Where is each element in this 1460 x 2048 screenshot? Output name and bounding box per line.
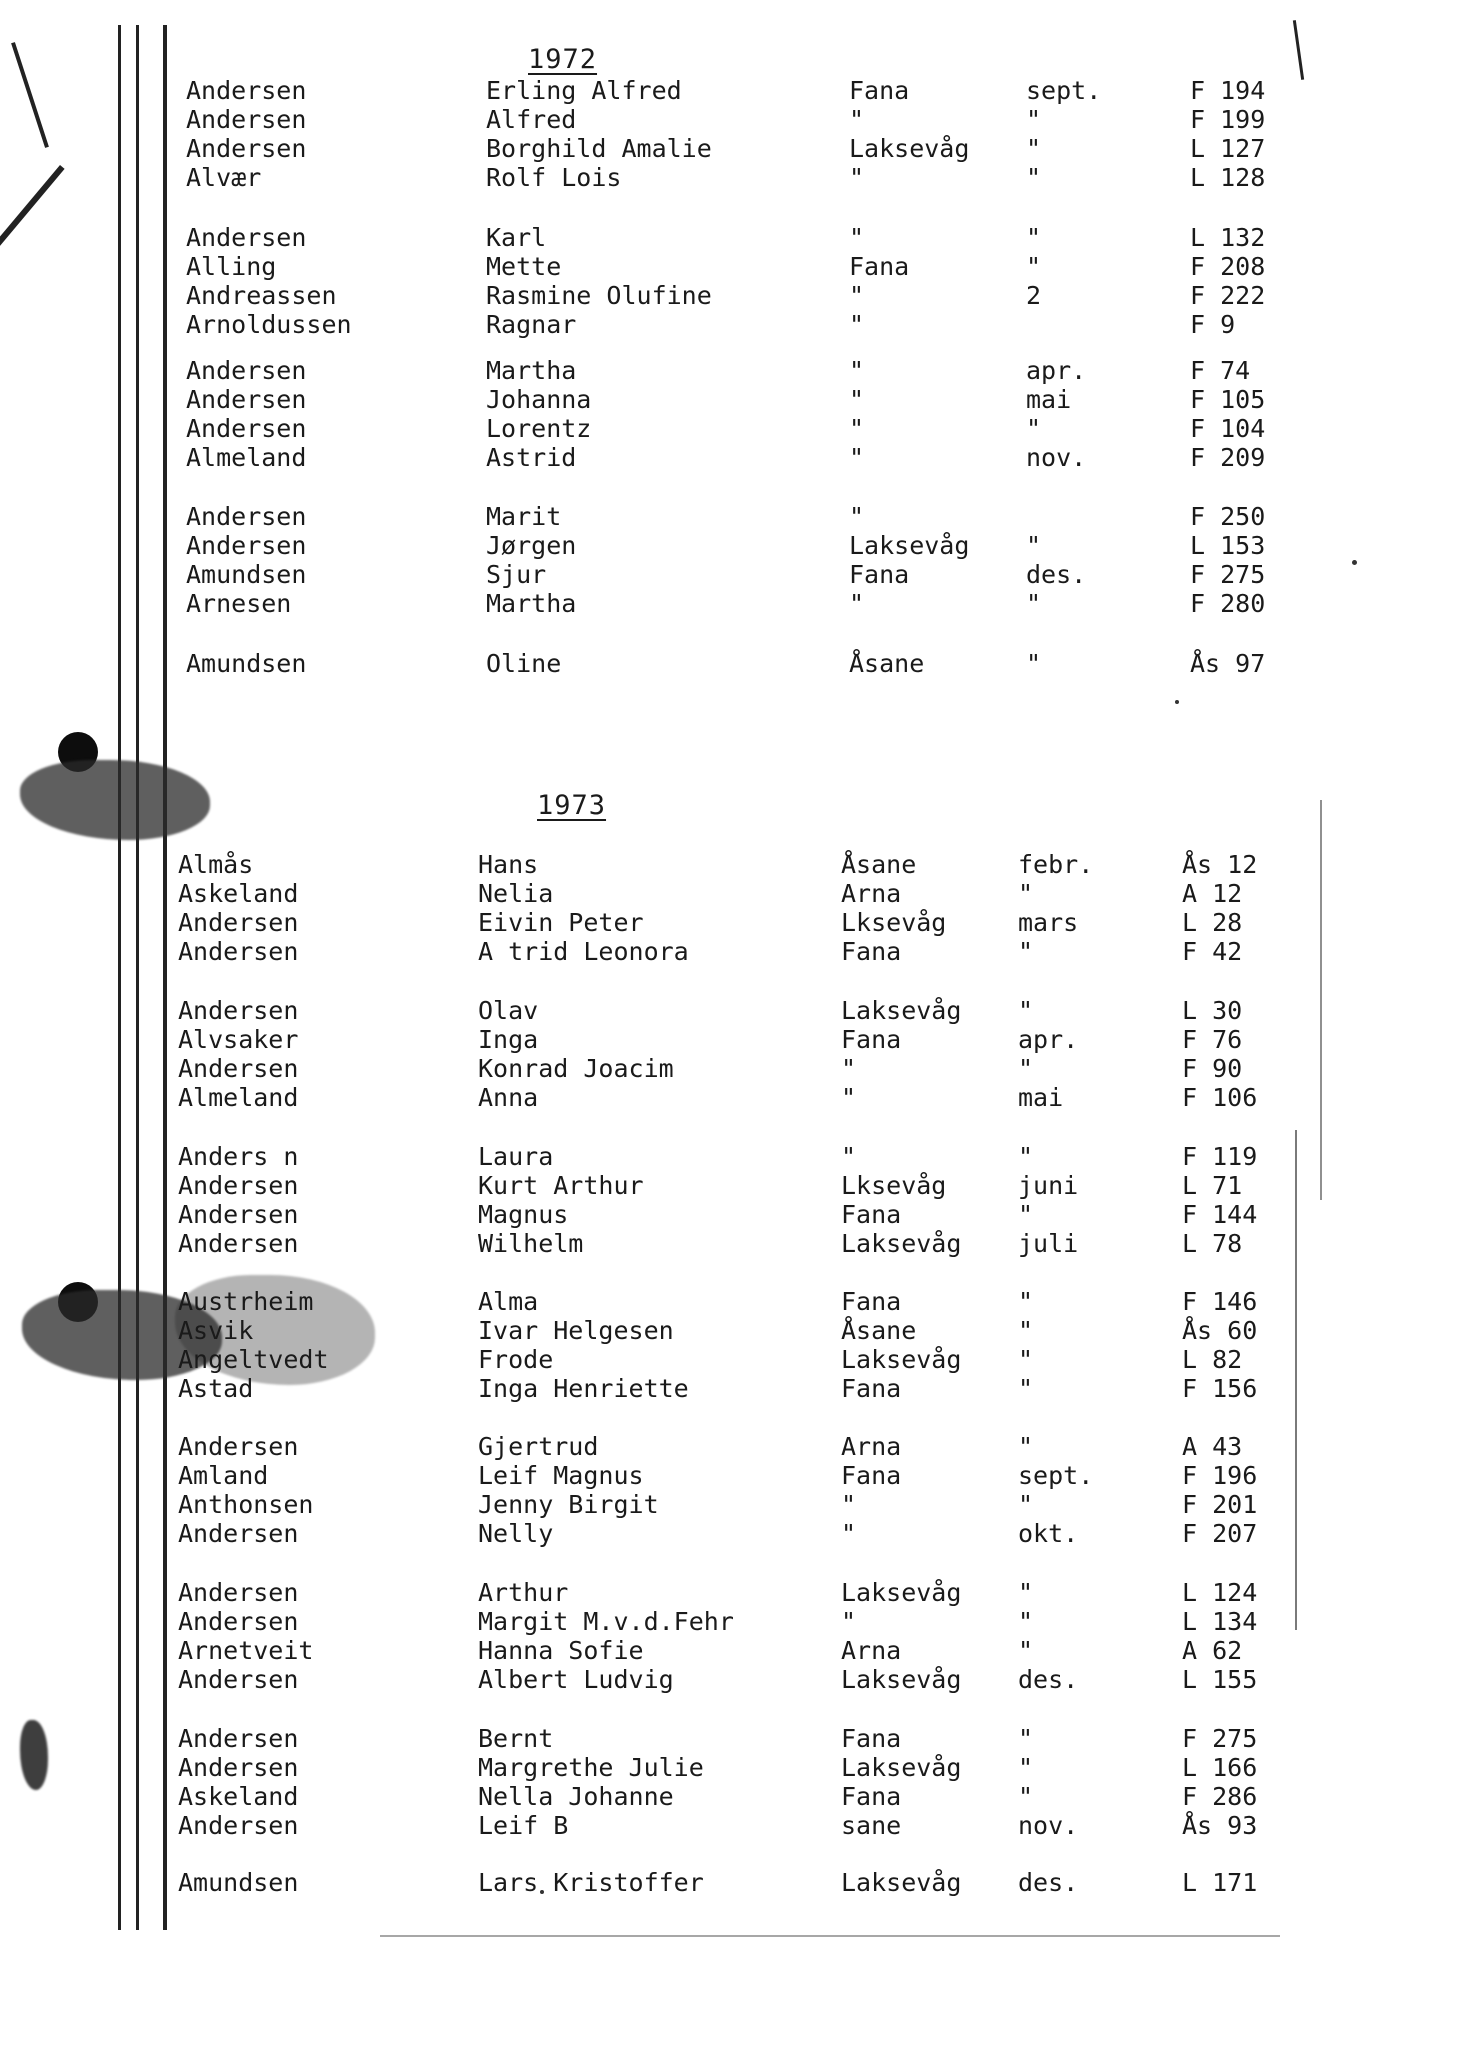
parish-cell: Fana: [841, 1782, 902, 1811]
reference-cell: F 207: [1182, 1519, 1258, 1548]
reference-cell: F 208: [1190, 252, 1266, 281]
month-cell: ": [1018, 1345, 1034, 1374]
reference-cell: L 132: [1190, 223, 1266, 252]
parish-cell: ": [841, 1142, 857, 1171]
reference-cell: F 275: [1190, 560, 1266, 589]
parish-cell: Laksevåg: [841, 1345, 962, 1374]
given-names-cell: Anna: [478, 1083, 539, 1112]
reference-cell: L 124: [1182, 1578, 1258, 1607]
reference-cell: F 105: [1190, 385, 1266, 414]
surname-cell: Amundsen: [186, 649, 307, 678]
given-names-cell: Leif B: [478, 1811, 569, 1840]
parish-cell: ": [841, 1607, 857, 1636]
surname-cell: Andersen: [186, 385, 307, 414]
given-names-cell: Inga: [478, 1025, 539, 1054]
right-edge-mark: [1320, 800, 1322, 1200]
surname-cell: Andreassen: [186, 281, 337, 310]
given-names-cell: Inga Henriette: [478, 1374, 689, 1403]
parish-cell: Fana: [849, 252, 910, 281]
given-names-cell: Karl: [486, 223, 547, 252]
given-names-cell: Nella Johanne: [478, 1782, 674, 1811]
surname-cell: Alling: [186, 252, 277, 281]
reference-cell: F 199: [1190, 105, 1266, 134]
parish-cell: ": [841, 1490, 857, 1519]
surname-cell: Amland: [178, 1461, 269, 1490]
reference-cell: A 12: [1182, 879, 1243, 908]
surname-cell: Arnoldussen: [186, 310, 352, 339]
parish-cell: Fana: [841, 1724, 902, 1753]
surname-cell: Andersen: [186, 414, 307, 443]
month-cell: des.: [1018, 1665, 1079, 1694]
parish-cell: Laksevåg: [841, 1753, 962, 1782]
given-names-cell: Alfred: [486, 105, 577, 134]
given-names-cell: Gjertrud: [478, 1432, 599, 1461]
month-cell: 2: [1026, 281, 1042, 310]
margin-line-left: [118, 25, 121, 1930]
reference-cell: Ås 93: [1182, 1811, 1258, 1840]
month-cell: mai: [1018, 1083, 1064, 1112]
reference-cell: F 42: [1182, 937, 1243, 966]
reference-cell: F 9: [1190, 310, 1236, 339]
parish-cell: ": [849, 589, 865, 618]
reference-cell: F 119: [1182, 1142, 1258, 1171]
surname-cell: Amundsen: [178, 1868, 299, 1897]
surname-cell: Arnesen: [186, 589, 292, 618]
given-names-cell: Olav: [478, 996, 539, 1025]
given-names-cell: Oline: [486, 649, 562, 678]
parish-cell: Laksevåg: [841, 1229, 962, 1258]
given-names-cell: Frode: [478, 1345, 554, 1374]
reference-cell: L 71: [1182, 1171, 1243, 1200]
speck: [1352, 560, 1357, 565]
month-cell: nov.: [1018, 1811, 1079, 1840]
given-names-cell: Kurt Arthur: [478, 1171, 644, 1200]
given-names-cell: Arthur: [478, 1578, 569, 1607]
parish-cell: Fana: [849, 76, 910, 105]
surname-cell: Alvær: [186, 163, 262, 192]
given-names-cell: Hanna Sofie: [478, 1636, 644, 1665]
reference-cell: L 28: [1182, 908, 1243, 937]
given-names-cell: Magnus: [478, 1200, 569, 1229]
reference-cell: Ås 12: [1182, 850, 1258, 879]
given-names-cell: Lorentz: [486, 414, 592, 443]
reference-cell: L 30: [1182, 996, 1243, 1025]
given-names-cell: Jørgen: [486, 531, 577, 560]
given-names-cell: Leif Magnus: [478, 1461, 644, 1490]
surname-cell: Andersen: [178, 1665, 299, 1694]
reference-cell: F 196: [1182, 1461, 1258, 1490]
given-names-cell: Erling Alfred: [486, 76, 682, 105]
surname-cell: Andersen: [186, 356, 307, 385]
reference-cell: L 155: [1182, 1665, 1258, 1694]
reference-cell: L 128: [1190, 163, 1266, 192]
surname-cell: Austrheim: [178, 1287, 314, 1316]
given-names-cell: Martha: [486, 356, 577, 385]
month-cell: ": [1026, 414, 1042, 443]
month-cell: apr.: [1018, 1025, 1079, 1054]
given-names-cell: Marit: [486, 502, 562, 531]
parish-cell: Laksevåg: [849, 134, 970, 163]
month-cell: ": [1018, 1636, 1034, 1665]
surname-cell: Andersen: [178, 1171, 299, 1200]
month-cell: nov.: [1026, 443, 1087, 472]
reference-cell: Ås 60: [1182, 1316, 1258, 1345]
month-cell: sept.: [1026, 76, 1102, 105]
month-cell: sept.: [1018, 1461, 1094, 1490]
surname-cell: Andersen: [178, 1054, 299, 1083]
given-names-cell: Sjur: [486, 560, 547, 589]
scan-smudge: [20, 1720, 48, 1790]
given-names-cell: Astrid: [486, 443, 577, 472]
given-names-cell: Eivin Peter: [478, 908, 644, 937]
month-cell: apr.: [1026, 356, 1087, 385]
month-cell: ": [1018, 1490, 1034, 1519]
given-names-cell: Margrethe Julie: [478, 1753, 704, 1782]
month-cell: ": [1026, 531, 1042, 560]
surname-cell: Anthonsen: [178, 1490, 314, 1519]
parish-cell: ": [841, 1519, 857, 1548]
reference-cell: F 104: [1190, 414, 1266, 443]
surname-cell: Andersen: [178, 1578, 299, 1607]
reference-cell: Ås 97: [1190, 649, 1266, 678]
surname-cell: Andersen: [178, 1811, 299, 1840]
reference-cell: F 194: [1190, 76, 1266, 105]
parish-cell: ": [849, 105, 865, 134]
month-cell: ": [1018, 879, 1034, 908]
parish-cell: Lksevåg: [841, 1171, 947, 1200]
month-cell: ": [1018, 996, 1034, 1025]
surname-cell: Angeltvedt: [178, 1345, 329, 1374]
parish-cell: Fana: [841, 1200, 902, 1229]
speck: [1175, 700, 1179, 704]
reference-cell: L 127: [1190, 134, 1266, 163]
surname-cell: Andersen: [186, 531, 307, 560]
parish-cell: Fana: [841, 1374, 902, 1403]
parish-cell: ": [849, 356, 865, 385]
parish-cell: ": [849, 414, 865, 443]
parish-cell: sane: [841, 1811, 902, 1840]
month-cell: des.: [1018, 1868, 1079, 1897]
parish-cell: Åsane: [841, 1316, 917, 1345]
parish-cell: ": [849, 443, 865, 472]
surname-cell: Arnetveit: [178, 1636, 314, 1665]
month-cell: okt.: [1018, 1519, 1079, 1548]
reference-cell: A 43: [1182, 1432, 1243, 1461]
parish-cell: Åsane: [841, 850, 917, 879]
surname-cell: Askeland: [178, 879, 299, 908]
surname-cell: Almeland: [186, 443, 307, 472]
month-cell: ": [1018, 1578, 1034, 1607]
month-cell: ": [1018, 1200, 1034, 1229]
diagonal-stroke: [0, 165, 65, 314]
parish-cell: Laksevåg: [849, 531, 970, 560]
reference-cell: F 76: [1182, 1025, 1243, 1054]
surname-cell: Andersen: [178, 1607, 299, 1636]
reference-cell: F 209: [1190, 443, 1266, 472]
given-names-cell: Nelly: [478, 1519, 554, 1548]
month-cell: ": [1018, 1607, 1034, 1636]
parish-cell: Laksevåg: [841, 1665, 962, 1694]
reference-cell: L 134: [1182, 1607, 1258, 1636]
given-names-cell: Ragnar: [486, 310, 577, 339]
surname-cell: Andersen: [178, 996, 299, 1025]
month-cell: ": [1026, 589, 1042, 618]
parish-cell: Lksevåg: [841, 908, 947, 937]
parish-cell: ": [849, 385, 865, 414]
given-names-cell: Martha: [486, 589, 577, 618]
given-names-cell: Margit M.v.d.Fehr: [478, 1607, 734, 1636]
surname-cell: Andersen: [178, 1229, 299, 1258]
given-names-cell: Wilhelm: [478, 1229, 584, 1258]
reference-cell: L 153: [1190, 531, 1266, 560]
parish-cell: Fana: [841, 1461, 902, 1490]
reference-cell: F 250: [1190, 502, 1266, 531]
reference-cell: F 222: [1190, 281, 1266, 310]
surname-cell: Almeland: [178, 1083, 299, 1112]
surname-cell: Andersen: [186, 76, 307, 105]
given-names-cell: Nelia: [478, 879, 554, 908]
month-cell: ": [1026, 649, 1042, 678]
right-edge-mark: [1293, 20, 1304, 80]
given-names-cell: Lars Kristoffer: [478, 1868, 704, 1897]
reference-cell: F 156: [1182, 1374, 1258, 1403]
given-names-cell: Jenny Birgit: [478, 1490, 659, 1519]
month-cell: ": [1018, 1724, 1034, 1753]
parish-cell: ": [849, 310, 865, 339]
year-heading: 1973: [537, 790, 607, 821]
right-edge-mark: [1295, 1130, 1297, 1630]
month-cell: ": [1026, 163, 1042, 192]
reference-cell: F 90: [1182, 1054, 1243, 1083]
given-names-cell: Bernt: [478, 1724, 554, 1753]
parish-cell: ": [849, 281, 865, 310]
reference-cell: L 171: [1182, 1868, 1258, 1897]
surname-cell: Andersen: [178, 1200, 299, 1229]
surname-cell: Anders n: [178, 1142, 299, 1171]
reference-cell: A 62: [1182, 1636, 1243, 1665]
given-names-cell: Konrad Joacim: [478, 1054, 674, 1083]
margin-line-right: [163, 25, 167, 1930]
month-cell: juni: [1018, 1171, 1079, 1200]
month-cell: mai: [1026, 385, 1072, 414]
month-cell: febr.: [1018, 850, 1094, 879]
surname-cell: Andersen: [178, 1724, 299, 1753]
month-cell: ": [1018, 1287, 1034, 1316]
reference-cell: F 74: [1190, 356, 1251, 385]
month-cell: des.: [1026, 560, 1087, 589]
month-cell: mars: [1018, 908, 1079, 937]
parish-cell: Fana: [841, 1287, 902, 1316]
surname-cell: Andersen: [186, 105, 307, 134]
given-names-cell: Ivar Helgesen: [478, 1316, 674, 1345]
parish-cell: Laksevåg: [841, 1578, 962, 1607]
surname-cell: Amundsen: [186, 560, 307, 589]
reference-cell: F 201: [1182, 1490, 1258, 1519]
given-names-cell: Rasmine Olufine: [486, 281, 712, 310]
given-names-cell: Rolf Lois: [486, 163, 622, 192]
reference-cell: L 78: [1182, 1229, 1243, 1258]
surname-cell: Asvik: [178, 1316, 254, 1345]
surname-cell: Alvsaker: [178, 1025, 299, 1054]
parish-cell: ": [849, 223, 865, 252]
month-cell: ": [1018, 937, 1034, 966]
given-names-cell: Mette: [486, 252, 562, 281]
parish-cell: Fana: [849, 560, 910, 589]
parish-cell: ": [841, 1054, 857, 1083]
bottom-scan-line: [380, 1935, 1280, 1937]
reference-cell: F 106: [1182, 1083, 1258, 1112]
surname-cell: Askeland: [178, 1782, 299, 1811]
parish-cell: Fana: [841, 937, 902, 966]
surname-cell: Andersen: [186, 223, 307, 252]
parish-cell: Arna: [841, 879, 902, 908]
reference-cell: F 146: [1182, 1287, 1258, 1316]
surname-cell: Andersen: [186, 134, 307, 163]
parish-cell: Laksevåg: [841, 1868, 962, 1897]
month-cell: ": [1026, 223, 1042, 252]
parish-cell: ": [841, 1083, 857, 1112]
surname-cell: Andersen: [178, 1432, 299, 1461]
month-cell: ": [1018, 1142, 1034, 1171]
given-names-cell: Alma: [478, 1287, 539, 1316]
parish-cell: Fana: [841, 1025, 902, 1054]
month-cell: ": [1026, 252, 1042, 281]
year-heading: 1972: [528, 44, 598, 75]
surname-cell: Andersen: [186, 502, 307, 531]
month-cell: juli: [1018, 1229, 1079, 1258]
month-cell: ": [1018, 1753, 1034, 1782]
margin-line-inner: [136, 25, 139, 1930]
given-names-cell: Albert Ludvig: [478, 1665, 674, 1694]
parish-cell: Arna: [841, 1636, 902, 1665]
month-cell: ": [1018, 1432, 1034, 1461]
surname-cell: Astad: [178, 1374, 254, 1403]
reference-cell: F 144: [1182, 1200, 1258, 1229]
given-names-cell: A trid Leonora: [478, 937, 689, 966]
reference-cell: F 286: [1182, 1782, 1258, 1811]
given-names-cell: Johanna: [486, 385, 592, 414]
parish-cell: Arna: [841, 1432, 902, 1461]
month-cell: ": [1026, 105, 1042, 134]
surname-cell: Almås: [178, 850, 254, 879]
month-cell: ": [1018, 1374, 1034, 1403]
parish-cell: ": [849, 502, 865, 531]
given-names-cell: Borghild Amalie: [486, 134, 712, 163]
reference-cell: L 82: [1182, 1345, 1243, 1374]
surname-cell: Andersen: [178, 937, 299, 966]
parish-cell: Laksevåg: [841, 996, 962, 1025]
month-cell: ": [1018, 1316, 1034, 1345]
given-names-cell: Laura: [478, 1142, 554, 1171]
surname-cell: Andersen: [178, 1519, 299, 1548]
parish-cell: ": [849, 163, 865, 192]
reference-cell: F 275: [1182, 1724, 1258, 1753]
month-cell: ": [1018, 1782, 1034, 1811]
month-cell: ": [1018, 1054, 1034, 1083]
scan-smudge: [20, 760, 210, 840]
surname-cell: Andersen: [178, 908, 299, 937]
parish-cell: Åsane: [849, 649, 925, 678]
month-cell: ": [1026, 134, 1042, 163]
surname-cell: Andersen: [178, 1753, 299, 1782]
given-names-cell: Hans: [478, 850, 539, 879]
diagonal-stroke-top: [11, 42, 49, 148]
reference-cell: F 280: [1190, 589, 1266, 618]
reference-cell: L 166: [1182, 1753, 1258, 1782]
